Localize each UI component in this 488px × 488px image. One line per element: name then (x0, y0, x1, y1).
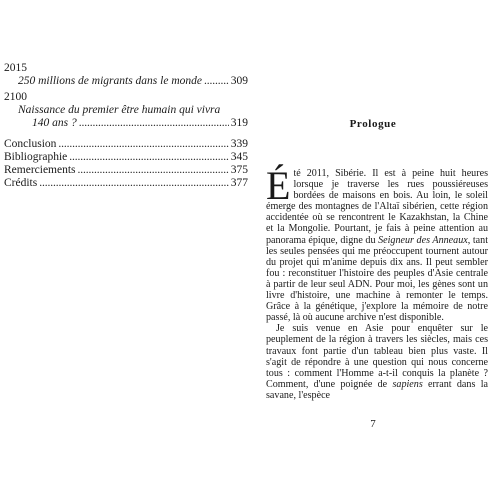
prologue-heading: Prologue (349, 118, 397, 130)
toc-entry-title: Crédits (4, 177, 38, 189)
toc-page-number: 375 (230, 164, 248, 176)
paragraph-text: Je suis venue en Asie pour enquêter sur le peuplement de la région à travers les siècles, mais ces travaux font partie d'un tableau bien plus vaste. Il s'agit de répondre à une question qui nous concerne tous : comment l'Homme a-t-il conquis la planète ? Comment, d'une poignée de (266, 323, 488, 390)
toc-leader-dots (79, 117, 229, 130)
toc-entry-title-line1: Naissance du premier être humain qui vivra (18, 104, 221, 116)
toc-year-2015: 2015 (4, 62, 27, 74)
toc-page-number: 377 (230, 177, 248, 189)
paragraph-text: , tant les seules pensées qui me préoccupent tournent autour du projet qui m'anime depuis dix ans. Il peut sembler fou : reconstituer l'histoire des peuples d'Asie centrale à partir de leur seul ADN. Pour moi, les gènes sont un livre d'histoire, une machine à remonter le temps. Grâce à la génétique, j'explore la mémoire de notre passé, là où aucune archive n'est disponible. (266, 234, 488, 324)
toc-leader-dots (204, 75, 229, 88)
toc-entry-naissance (4, 104, 248, 130)
toc-entry-migrants (4, 75, 248, 88)
prologue-paragraph-2 (266, 323, 488, 401)
prologue-body (266, 163, 488, 401)
toc-entry-title: Remerciements (4, 164, 76, 176)
toc-entry-remerciements (4, 164, 248, 177)
prologue-page (258, 0, 488, 488)
drop-cap: É (266, 163, 291, 208)
species-italic: sapiens (392, 378, 423, 390)
toc-entry-bibliographie (4, 151, 248, 164)
toc-page-number: 309 (230, 75, 248, 87)
toc-leader-dots (39, 177, 229, 190)
toc-entry-title: Bibliographie (4, 151, 68, 163)
toc-page-number: 319 (230, 117, 248, 129)
toc-leader-dots (58, 138, 228, 151)
toc-leader-dots (69, 151, 229, 164)
toc-page-number: 345 (230, 151, 248, 163)
toc-entry-title: 250 millions de migrants dans le monde (18, 75, 202, 87)
toc-entry-conclusion (4, 138, 248, 151)
toc-entry-title: Conclusion (4, 138, 57, 150)
book-title-italic: Seigneur des Anneaux (378, 234, 468, 246)
toc-page-number: 339 (230, 138, 248, 150)
page-number: 7 (370, 418, 376, 430)
toc-entry-title-line2: 140 ans ? (32, 117, 77, 129)
prologue-paragraph-1 (266, 163, 488, 324)
paragraph-text: errant dans la savane, l'espèce (266, 378, 488, 401)
toc-year-2100: 2100 (4, 91, 27, 103)
toc-leader-dots (78, 164, 229, 177)
toc-entry-credits (4, 177, 248, 190)
paragraph-text: té 2011, Sibérie. Il est à peine huit heures lorsque je traverse les rues poussiéreuses bordées de maisons en bois. Au loin, le soleil émerge des montagnes de l'Altaï sibérien, cette région accidentée où se rencontrent le Kazakhstan, la Chine et la Mongolie. Pourtant, je fais à peine attention au panorama épique, digne du (266, 168, 488, 246)
